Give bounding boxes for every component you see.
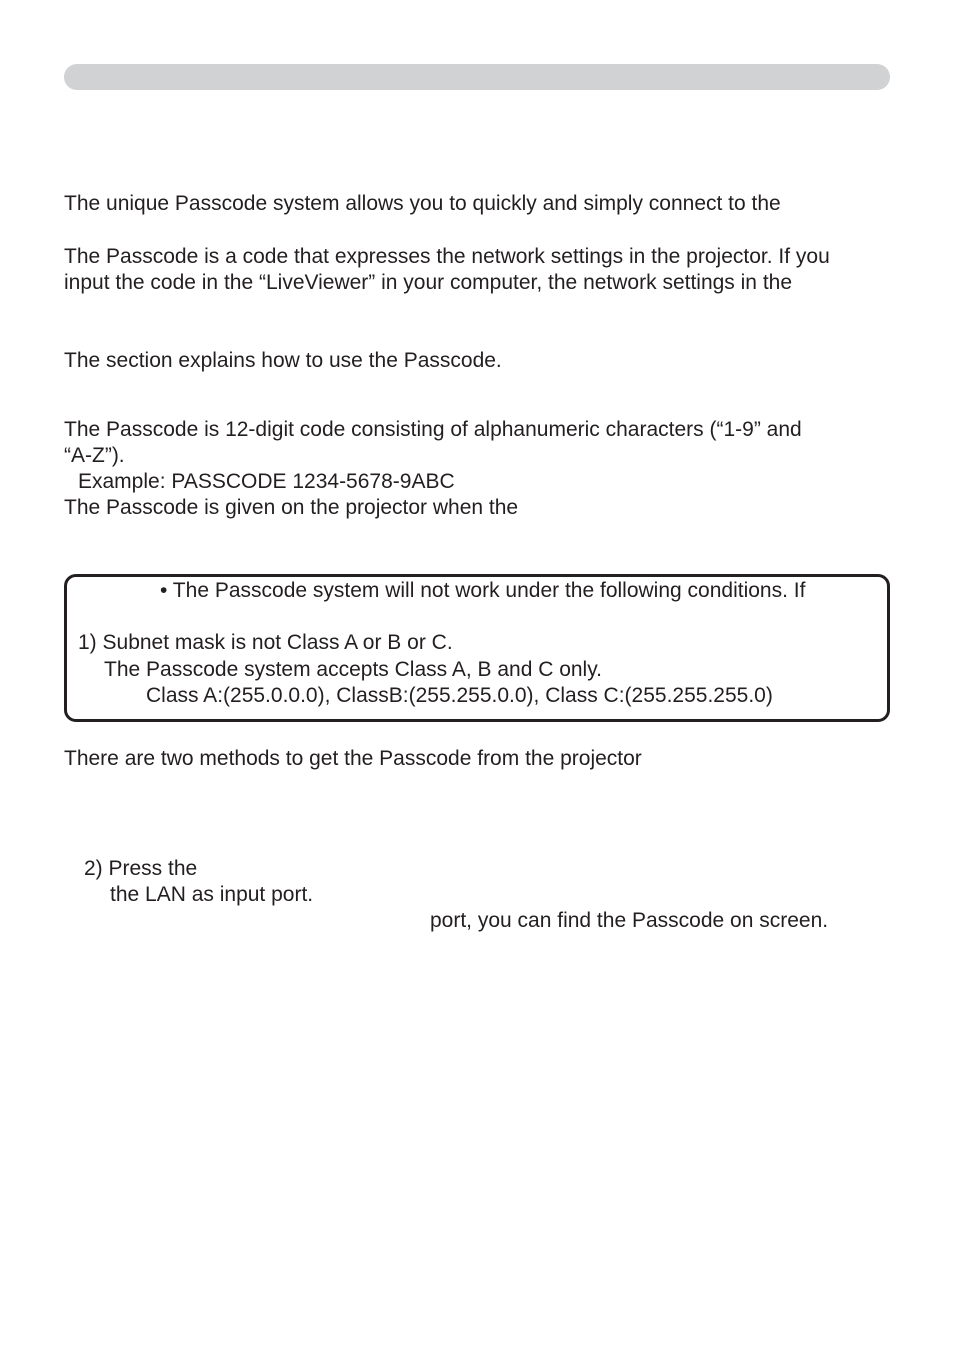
intro-line-2: The Passcode is a code that expresses the network settings in the projector. If you [64,245,830,268]
intro-line-4: The section explains how to use the Passcode. [64,349,502,372]
note-item-1-detail: The Passcode system accepts Class A, B and C only. [104,658,603,681]
intro-line-1: The unique Passcode system allows you to quickly and simply connect to the [64,192,781,215]
step-2-line-1: 2) Press the [84,857,198,880]
section-header-bar [64,64,890,90]
note-item-1: 1) Subnet mask is not Class A or B or C. [78,631,453,654]
intro-line-3: input the code in the “LiveViewer” in your computer, the network settings in the [64,271,793,294]
step-2-line-3: port, you can find the Passcode on screen. [430,909,829,932]
format-line-1: The Passcode is 12-digit code consisting of alphanumeric characters (“1-9” and [64,418,802,441]
format-line-2: “A-Z”). [64,444,125,467]
note-lead: • The Passcode system will not work under the following conditions. If [160,579,806,602]
passcode-example: Example: PASSCODE 1234-5678-9ABC [78,470,455,493]
note-item-1-classes: Class A:(255.0.0.0), ClassB:(255.255.0.0), Class C:(255.255.255.0) [146,684,773,707]
step-2-line-2: the LAN as input port. [110,883,314,906]
format-line-3: The Passcode is given on the projector when the [64,496,519,519]
methods-intro: There are two methods to get the Passcode from the projector [64,747,642,770]
